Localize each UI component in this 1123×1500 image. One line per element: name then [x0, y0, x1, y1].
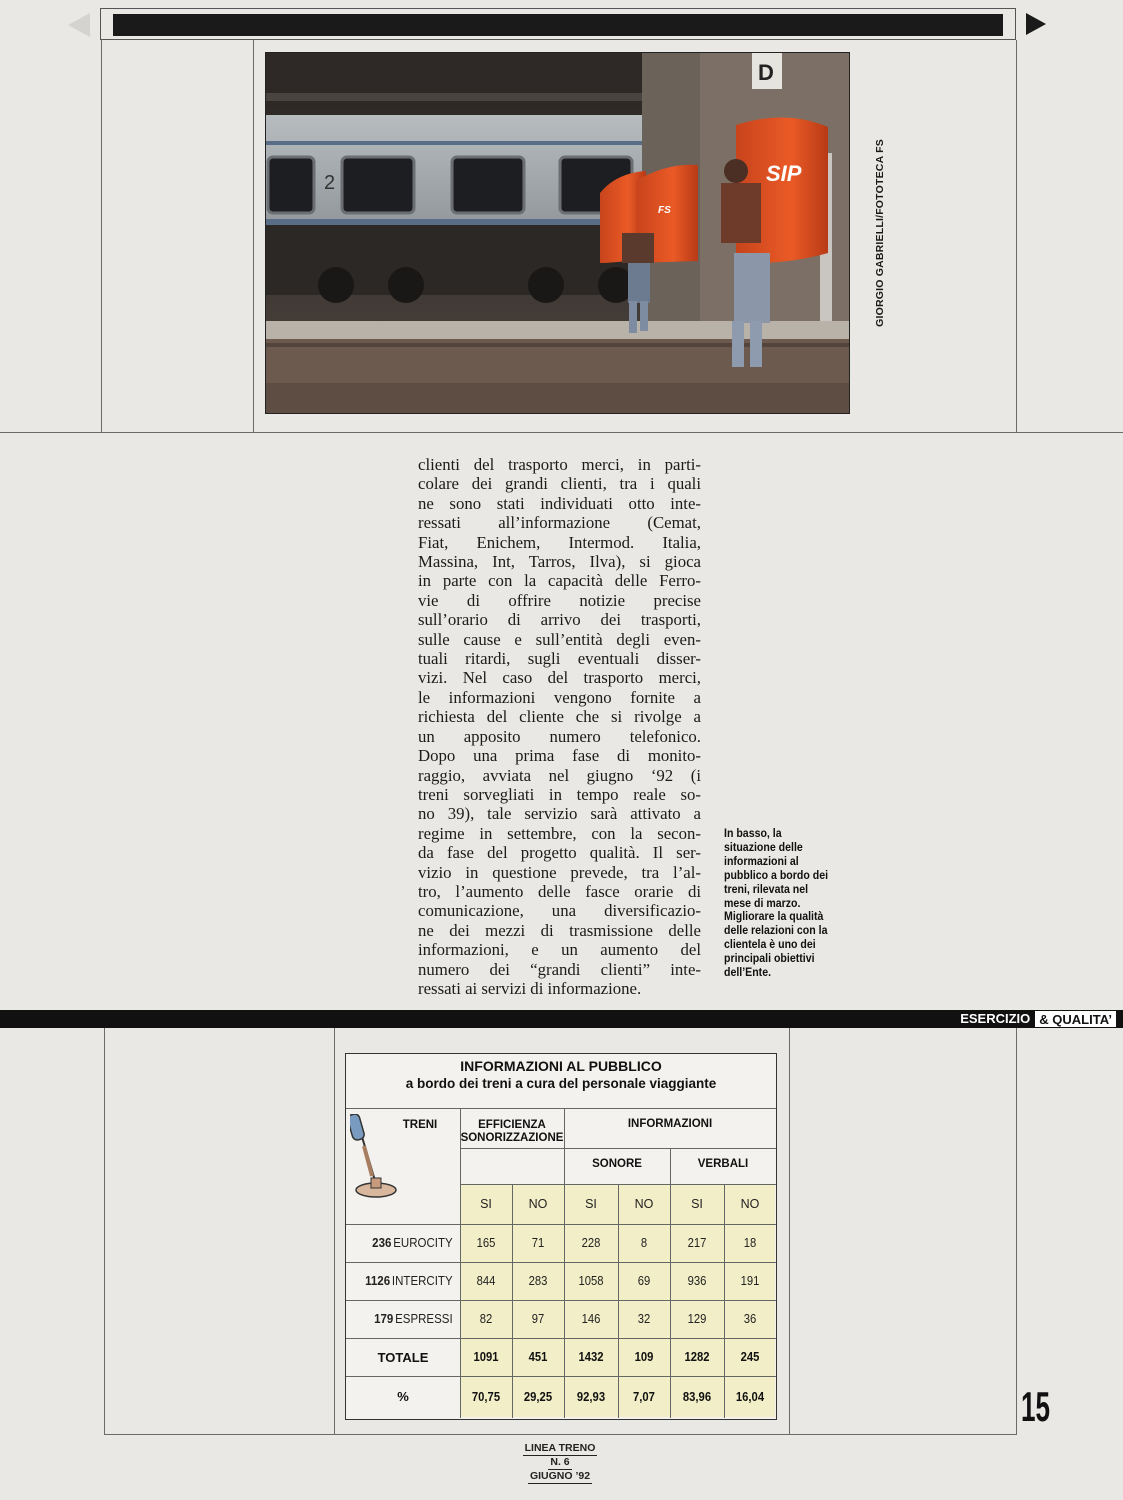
next-page-arrow-icon[interactable]: [1026, 13, 1046, 35]
table-cell: 18: [743, 1236, 757, 1250]
table-cell: 228: [581, 1236, 601, 1250]
table-cell: 8: [640, 1236, 648, 1250]
body-line: ressati all’informazione (Cemat,: [418, 513, 701, 533]
percent-cell: 70,75: [471, 1389, 501, 1404]
total-label: TOTALE: [377, 1349, 429, 1365]
body-line: da fase del progetto qualità. Il ser-: [418, 843, 701, 863]
percent-cell: 29,25: [523, 1389, 553, 1404]
percent-cell: 92,93: [576, 1389, 606, 1404]
total-cell: 451: [528, 1350, 548, 1364]
sub-header-cell: SI: [585, 1197, 597, 1211]
table-caption: [724, 828, 838, 981]
frame-line: [104, 1434, 1016, 1435]
caption-line: informazioni al: [724, 855, 799, 868]
row-count: 1126: [365, 1274, 391, 1288]
total-cell: 1091: [473, 1350, 499, 1364]
body-line: regime in settembre, con la secon-: [418, 823, 701, 843]
sub-header-cell: NO: [634, 1197, 654, 1211]
table-cell: 283: [528, 1274, 548, 1288]
sub-header-cell: SI: [480, 1197, 492, 1211]
body-line: vie di offrire notizie precise: [418, 590, 701, 610]
row-type: INTERCITY: [391, 1274, 453, 1288]
body-line: vizio in questione prevede, tra l’al-: [418, 862, 701, 882]
percent-cell: 16,04: [735, 1389, 765, 1404]
body-line: Massina, Int, Tarros, Ilva), si gioca: [418, 552, 701, 572]
caption-line: situazione delle: [724, 841, 803, 854]
body-line: richiesta del cliente che si rivolge a: [418, 707, 701, 727]
table-subtitle: a bordo dei treni a cura del personale viaggiante: [405, 1076, 717, 1091]
frame-line: [334, 1028, 335, 1435]
body-line: ressati ai servizi di informazione.: [418, 978, 642, 998]
table-cell: 146: [581, 1312, 601, 1326]
row-type: ESPRESSI: [395, 1312, 453, 1326]
caption-line: principali obiettivi: [724, 953, 815, 966]
body-line: numero dei “grandi clienti” inte-: [418, 959, 701, 979]
total-cell: 1432: [578, 1350, 604, 1364]
row-type: EUROCITY: [393, 1236, 453, 1250]
section-label-esercizio: ESERCIZIO: [956, 1010, 1034, 1028]
header-informazioni: INFORMAZIONI: [627, 1117, 713, 1130]
frame-line: [104, 1028, 105, 1435]
frame-line: [789, 1028, 790, 1435]
body-line: Fiat, Enichem, Intermod. Italia,: [418, 532, 701, 552]
platform-sign: D: [758, 60, 774, 85]
photo-credit: GIORGIO GABRIELLI/FOTOTECA FS: [874, 139, 886, 327]
table-cell: 129: [687, 1312, 707, 1326]
frame-line: [1016, 40, 1017, 432]
body-line: clienti del trasporto merci, in parti-: [418, 455, 701, 474]
page-number: 15: [1021, 1383, 1050, 1430]
station-photo-drawing: [266, 53, 850, 414]
table-title: INFORMAZIONI AL PUBBLICO: [460, 1058, 662, 1074]
body-line: sull’orario di arrivo dei trasporti,: [418, 610, 701, 630]
table-title-block: [346, 1058, 776, 1092]
sub-header-cell: NO: [740, 1197, 760, 1211]
caption-line: pubblico a bordo dei: [724, 869, 829, 882]
body-line: Dopo una prima fase di monito-: [418, 746, 701, 766]
body-line: tro, l’aumento delle fasce orarie di: [418, 881, 701, 901]
body-line: ne sono stati individuati otto inte-: [418, 493, 701, 513]
footer-issue: N. 6: [550, 1456, 570, 1468]
row-label: [355, 1224, 460, 1262]
section-label: [956, 1010, 1117, 1028]
frame-line: [101, 40, 102, 432]
body-line: comunicazione, una diversificazio-: [418, 901, 701, 921]
header-sonore: SONORE: [592, 1157, 642, 1170]
total-cell: 1282: [684, 1350, 710, 1364]
header-verbali: VERBALI: [697, 1157, 749, 1170]
body-line: le informazioni vengono fornite a: [418, 687, 701, 707]
caption-line: delle relazioni con la: [724, 925, 828, 938]
body-line: tuali ritardi, sugli eventuali disser-: [418, 649, 701, 669]
footer-magazine: LINEA TRENO: [524, 1442, 596, 1454]
caption-line: clientela è uno dei: [724, 939, 816, 952]
booth-logo: SIP: [766, 161, 802, 186]
table-cell: 82: [479, 1312, 493, 1326]
percent-cell: 83,96: [682, 1389, 712, 1404]
body-line: in parte con la capacità delle Ferro-: [418, 571, 701, 591]
table-cell: 1058: [578, 1274, 604, 1288]
body-line: raggio, avviata nel giugno ‘92 (i: [418, 765, 701, 785]
table-cell: 32: [637, 1312, 651, 1326]
body-line: sulle cause e sull’entità degli even-: [418, 629, 701, 649]
caption-line: treni, rilevata nel: [724, 883, 809, 896]
body-line: treni sorvegliati in tempo reale so-: [418, 784, 701, 804]
body-line: no 39), tale servizio sarà attivato a: [418, 804, 701, 824]
total-cell: 109: [634, 1350, 654, 1364]
booth-logo-small: FS: [658, 205, 671, 216]
car-number: 2: [324, 172, 336, 194]
percent-label: %: [397, 1389, 409, 1404]
footer-date: GIUGNO ’92: [529, 1470, 591, 1482]
station-photo: [265, 52, 850, 414]
caption-line: dell’Ente.: [724, 967, 772, 980]
info-table: [345, 1053, 777, 1420]
table-cell: 936: [687, 1274, 707, 1288]
section-band: [0, 1010, 1123, 1028]
section-label-qualita: & QUALITA’: [1034, 1010, 1117, 1028]
sub-header-cell: NO: [528, 1197, 548, 1211]
article-body-text: [418, 455, 701, 998]
header-efficienza: EFFICIENZA SONORIZZAZIONE: [460, 1119, 564, 1144]
total-cell: 245: [740, 1350, 760, 1364]
header-treni: TRENI: [402, 1118, 438, 1131]
row-count: 179: [374, 1312, 394, 1326]
sub-header-cell: SI: [691, 1197, 703, 1211]
table-cell: 844: [476, 1274, 496, 1288]
top-bar: [113, 14, 1003, 36]
table-cell: 217: [687, 1236, 707, 1250]
caption-line: mese di marzo.: [724, 897, 801, 910]
frame-line: [253, 40, 254, 432]
table-cell: 191: [740, 1274, 760, 1288]
caption-line: In basso, la: [724, 828, 782, 840]
body-line: informazioni, e un aumento del: [418, 940, 701, 960]
row-label: [355, 1262, 460, 1300]
body-line: colare dei grandi clienti, tra i quali: [418, 474, 701, 494]
footer: [520, 1442, 600, 1484]
body-line: vizi. Nel caso del trasporto merci,: [418, 668, 701, 688]
row-count: 236: [372, 1236, 392, 1250]
caption-line: Migliorare la qualità: [724, 911, 824, 924]
frame-line: [0, 432, 1123, 433]
percent-cell: 7,07: [633, 1389, 655, 1404]
previous-page-arrow-icon[interactable]: [68, 13, 90, 37]
table-cell: 36: [743, 1312, 757, 1326]
frame-line: [1016, 1028, 1017, 1435]
table-cell: 69: [637, 1274, 651, 1288]
row-label: [355, 1300, 460, 1338]
table-cell: 165: [476, 1236, 496, 1250]
table-cell: 97: [531, 1312, 545, 1326]
body-line: ne dei mezzi di trasmissione delle: [418, 920, 701, 940]
body-line: un apposito numero telefonico.: [418, 726, 701, 746]
table-cell: 71: [531, 1236, 545, 1250]
